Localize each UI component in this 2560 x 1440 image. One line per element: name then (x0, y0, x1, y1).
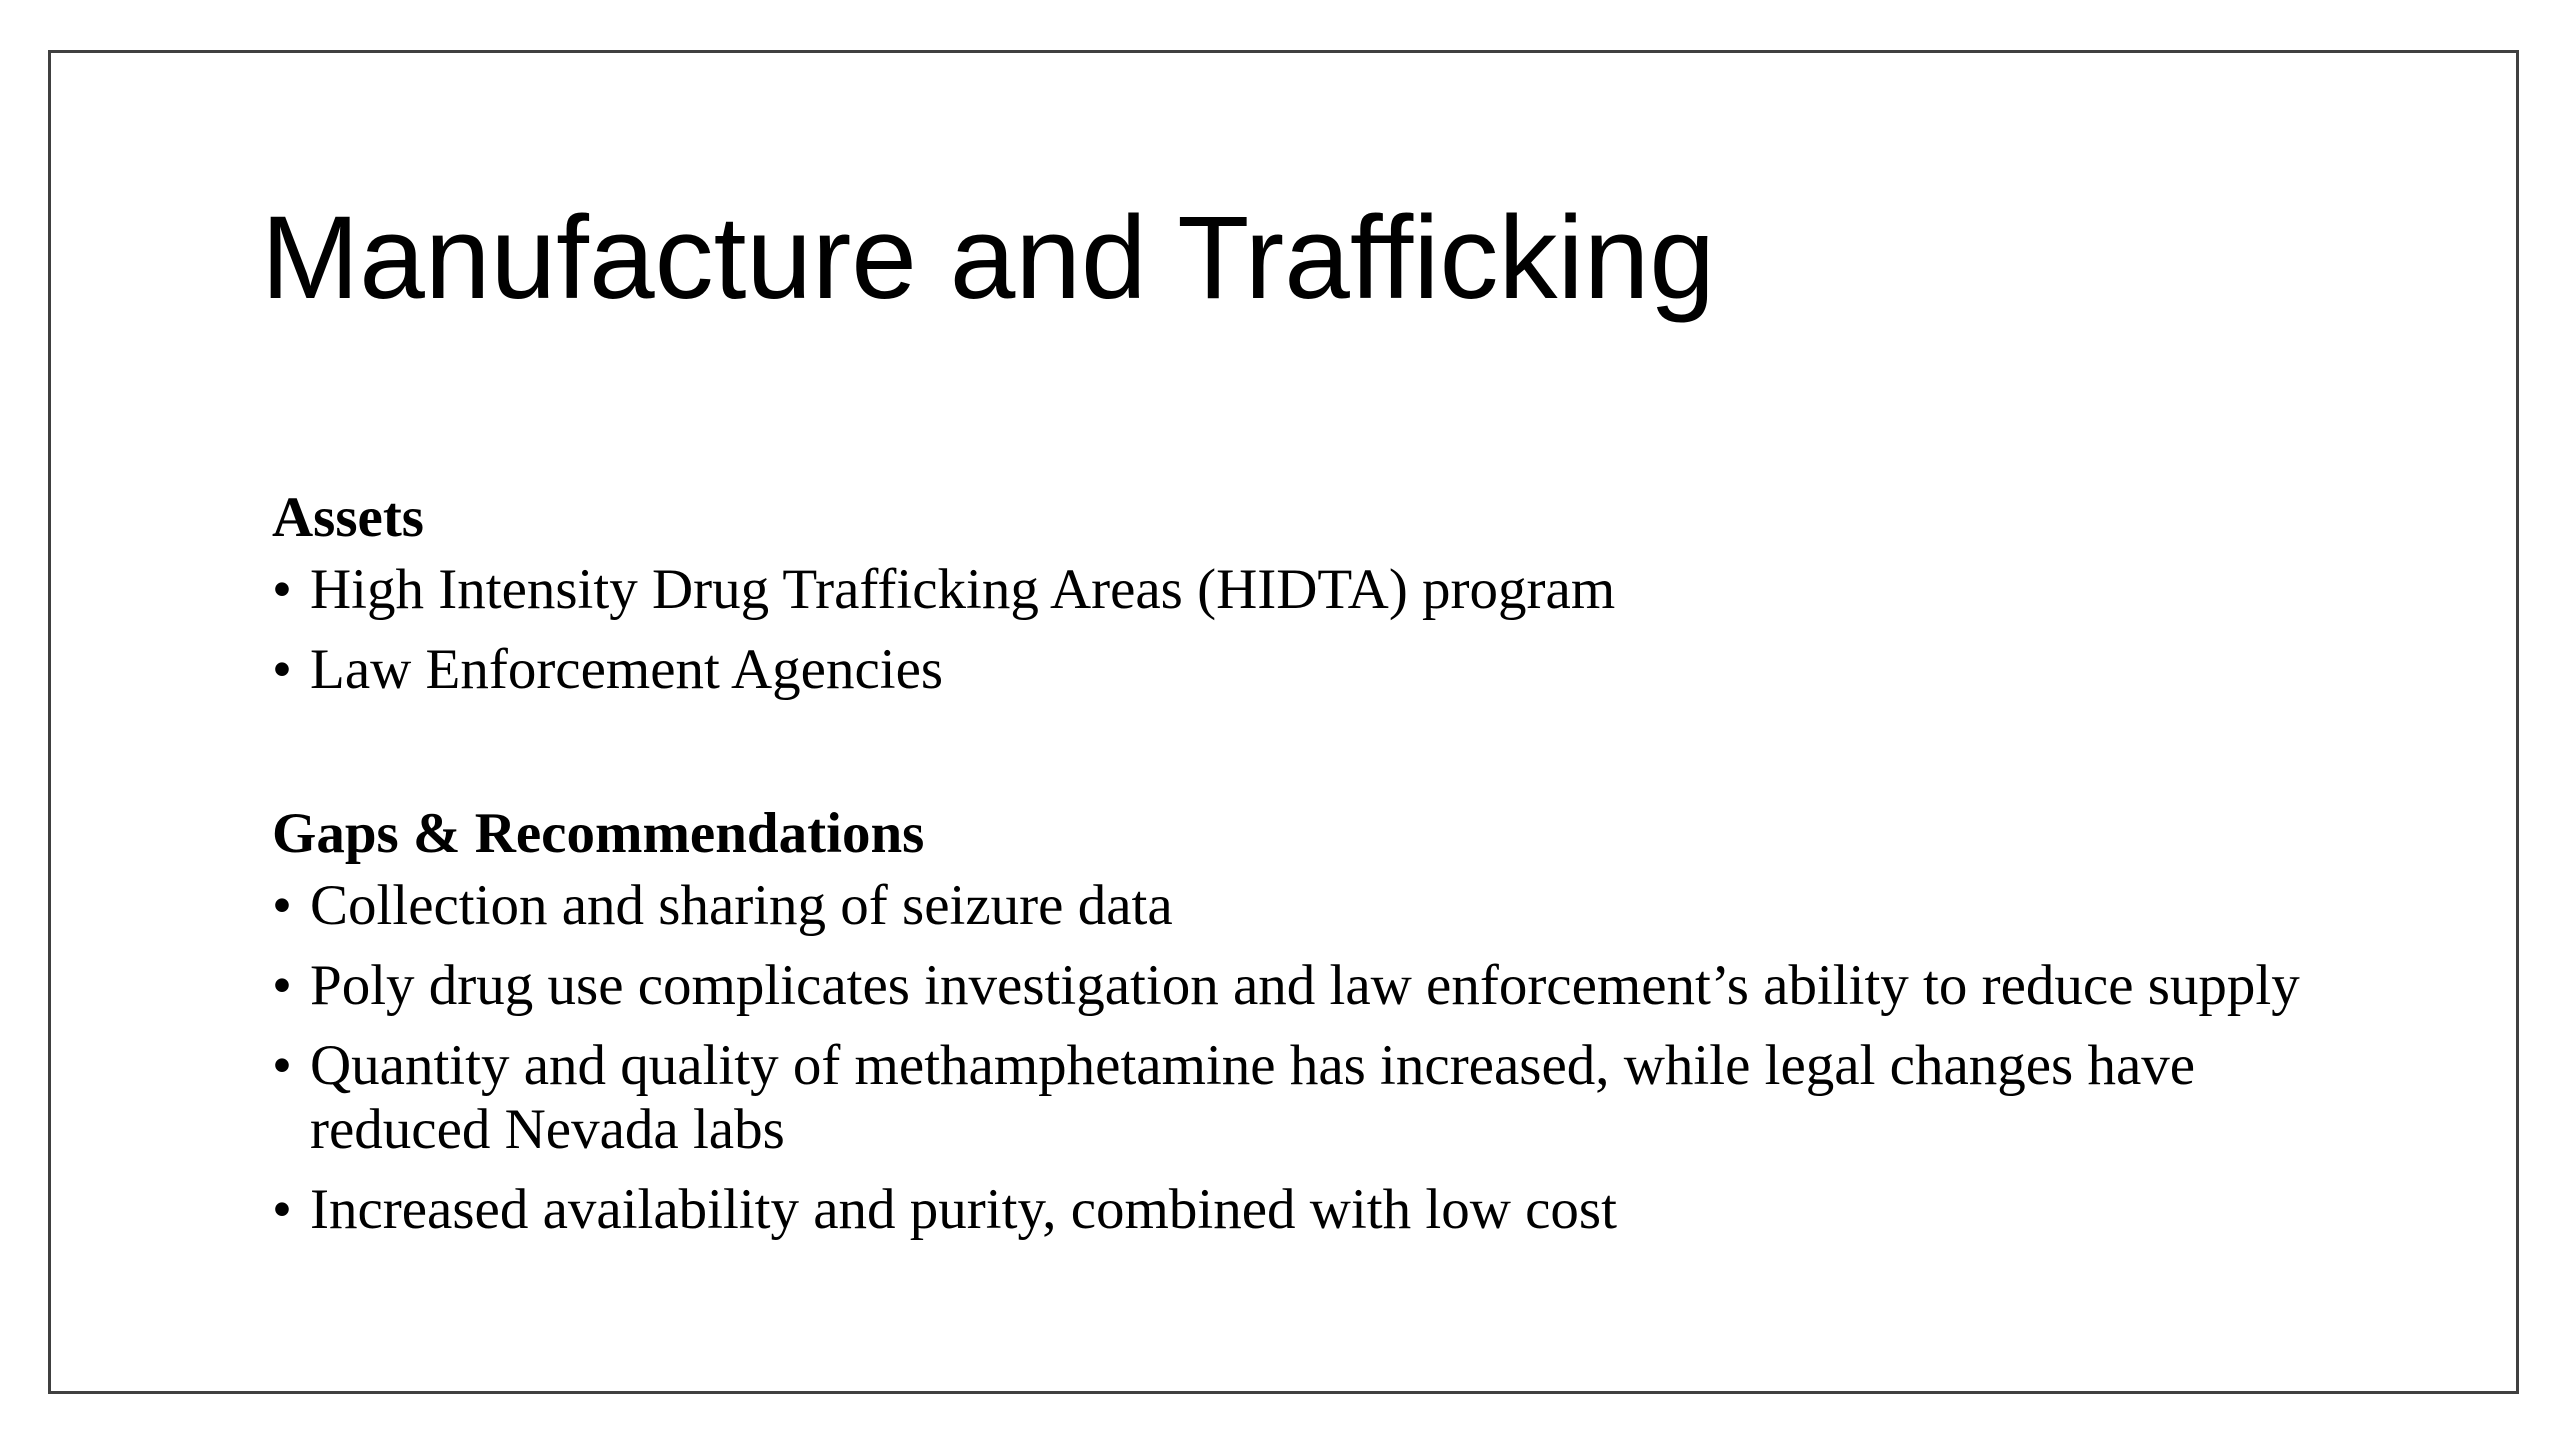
section-heading-gaps: Gaps & Recommendations (272, 802, 925, 865)
gaps-bullet-list (272, 874, 2372, 1242)
assets-section (272, 478, 2372, 702)
bullet-text: Collection and sharing of seizure data (310, 874, 1173, 937)
bullet-text: Quantity and quality of methamphetamine has increased, while legal changes have reduced Nevada labs (310, 1034, 2196, 1161)
bullet-item (272, 638, 2372, 702)
bullet-item (272, 558, 2372, 622)
bullet-dot: • (272, 1178, 292, 1241)
bullet-text: Poly drug use complicates investigation and law enforcement’s ability to reduce supply (310, 954, 2300, 1017)
bullet-text: Law Enforcement Agencies (310, 638, 944, 701)
bullet-item (272, 954, 2372, 1018)
bullet-dot: • (272, 558, 292, 621)
bullet-dot: • (272, 954, 292, 1017)
bullet-text: Increased availability and purity, combined with low cost (310, 1178, 1617, 1241)
assets-bullet-list (272, 558, 2372, 702)
section-heading-assets: Assets (272, 486, 424, 549)
bullet-text: High Intensity Drug Trafficking Areas (HIDTA) program (310, 558, 1616, 621)
bullet-dot: • (272, 638, 292, 701)
slide-body (272, 478, 2372, 1258)
bullet-dot: • (272, 1034, 292, 1097)
bullet-dot: • (272, 874, 292, 937)
slide-title: Manufacture and Trafficking (261, 192, 1715, 324)
slide-frame (48, 50, 2519, 1394)
gaps-section (272, 794, 2372, 1242)
bullet-item (272, 1178, 2372, 1242)
bullet-item (272, 1034, 2372, 1162)
bullet-item (272, 874, 2372, 938)
section-spacer (272, 718, 2372, 794)
